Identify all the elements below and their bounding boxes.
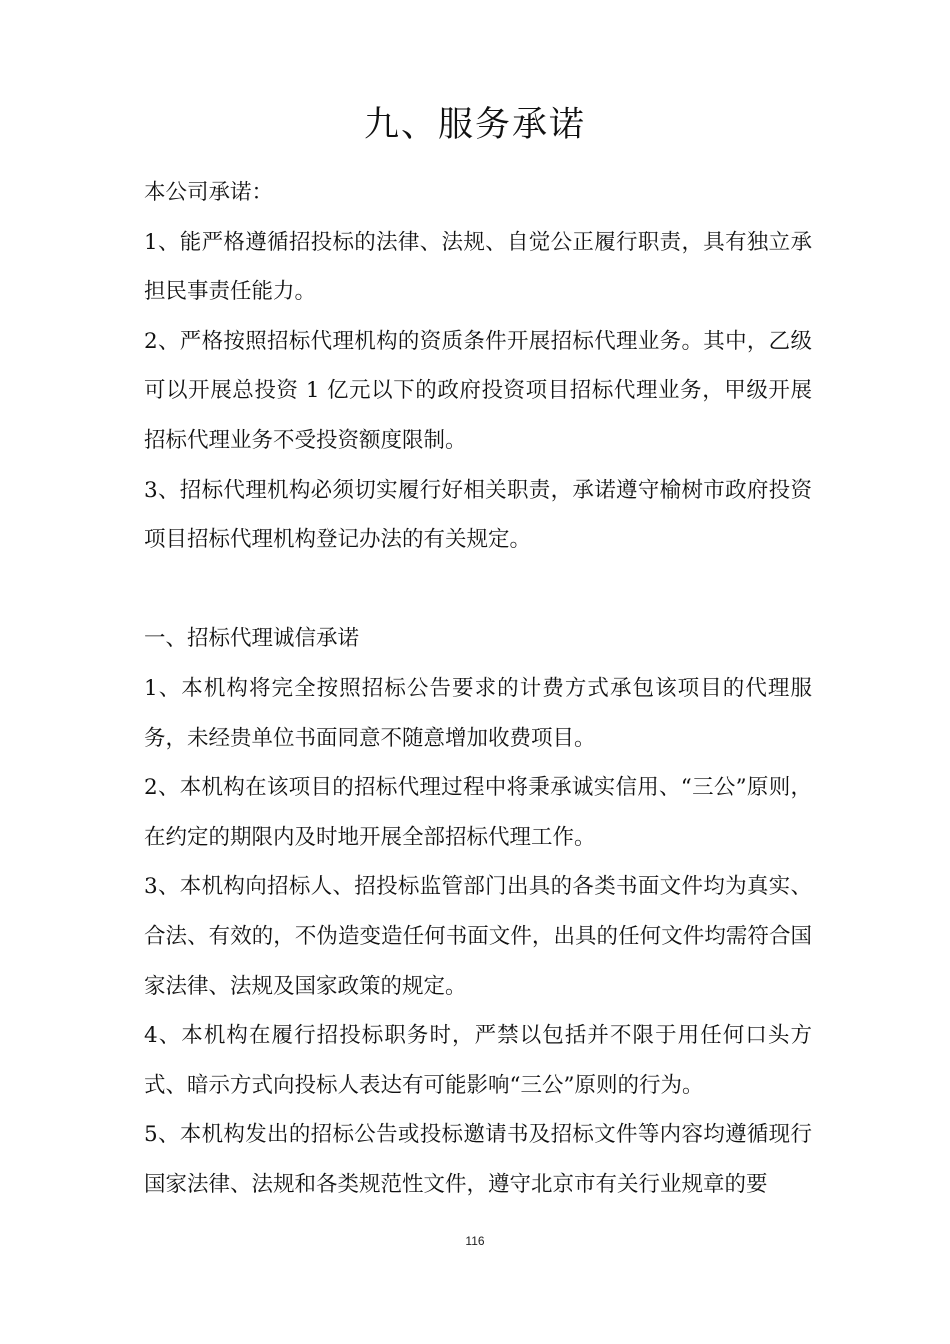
section-heading-integrity: 一、招标代理诚信承诺 [144, 626, 360, 652]
paragraph-integrity-1: 1、本机构将完全按照招标公告要求的计费方式承包该项目的代理服务，未经贵单位书面同意不随意增加收费项目。 [144, 675, 812, 751]
page-title: 九、服务承诺 [363, 105, 586, 145]
paragraph-integrity-4: 4、本机构在履行招投标职务时，严禁以包括并不限于用任何口头方式、暗示方式向投标人表达有可能影响“三公”原则的行为。 [144, 1023, 812, 1098]
paragraph-commitment-2: 2、严格按照招标代理机构的资质条件开展招标代理业务。其中，乙级可以开展总投资 1 亿元以下的政府投资项目招标代理业务，甲级开展招标代理业务不受投资额度限制。 [144, 328, 812, 453]
page-number: 116 [465, 1234, 485, 1248]
paragraph-integrity-5: 5、本机构发出的招标公告或投标邀请书及招标文件等内容均遵循现行国家法律、法规和各类规范性文件，遵守北京市有关行业规章的要 [144, 1122, 812, 1197]
paragraph-intro: 本公司承诺： [144, 180, 274, 205]
paragraph-integrity-3: 3、本机构向招标人、招投标监管部门出具的各类书面文件均为真实、合法、有效的，不伪造变造任何书面文件，出具的任何文件均需符合国家法律、法规及国家政策的规定。 [144, 874, 812, 999]
blank-line [144, 565, 812, 615]
paragraph-commitment-1: 1、能严格遵循招投标的法律、法规、自觉公正履行职责，具有独立承担民事责任能力。 [144, 229, 812, 305]
document-body [144, 168, 812, 1209]
paragraph-commitment-3: 3、招标代理机构必须切实履行好相关职责，承诺遵守榆树市政府投资项目招标代理机构登记办法的有关规定。 [144, 477, 812, 553]
paragraph-integrity-2: 2、本机构在该项目的招标代理过程中将秉承诚实信用、“三公”原则，在约定的期限内及时地开展全部招标代理工作。 [144, 775, 812, 850]
